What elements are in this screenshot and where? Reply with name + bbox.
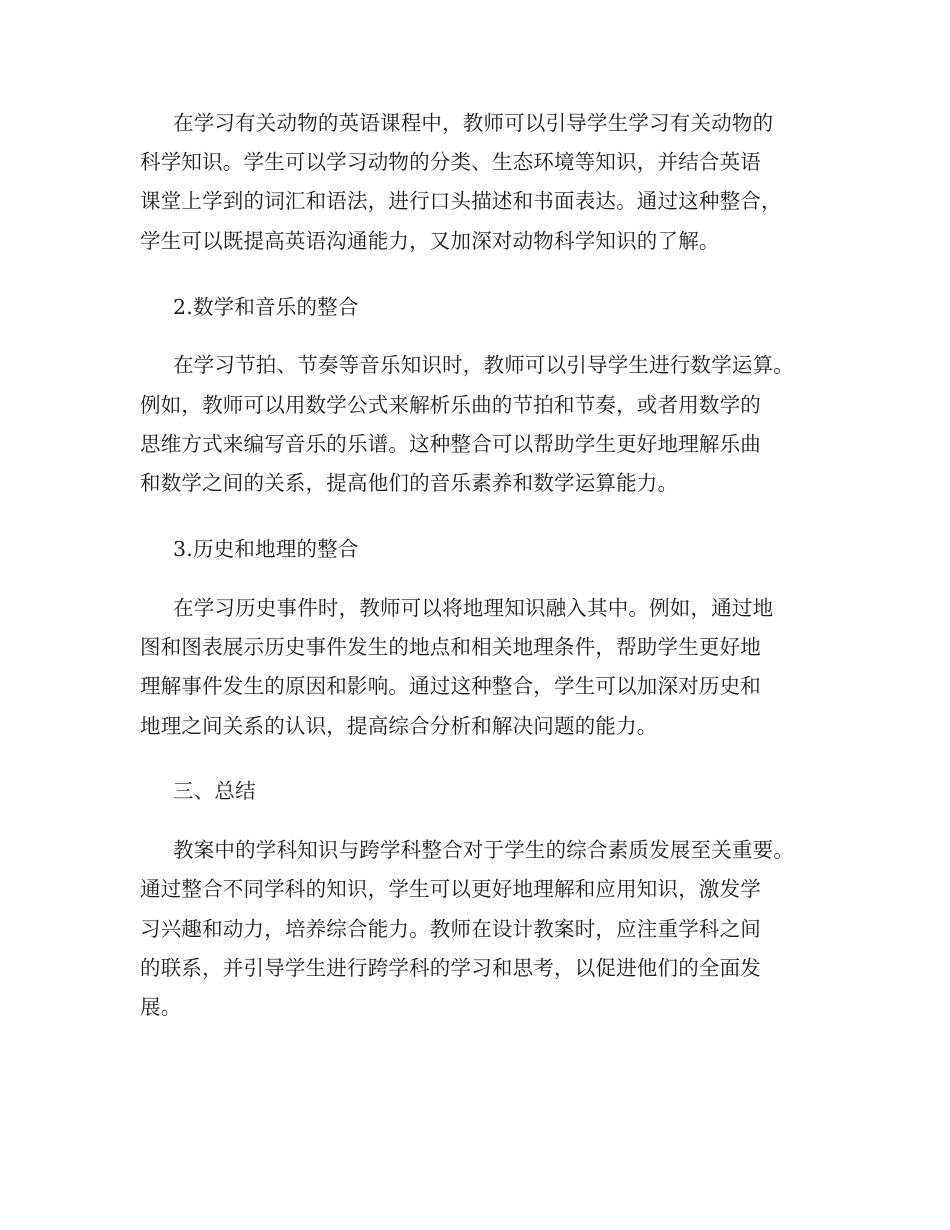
paragraph-line: 在学习有关动物的英语课程中，教师可以引导学生学习有关动物的 xyxy=(173,111,774,135)
paragraph-line: 的联系，并引导学生进行跨学科的学习和思考，以促进他们的全面发 xyxy=(140,956,761,980)
paragraph-line: 习兴趣和动力，培养综合能力。教师在设计教案时，应注重学科之间 xyxy=(140,917,761,941)
paragraph-line: 在学习历史事件时，教师可以将地理知识融入其中。例如，通过地 xyxy=(173,596,774,620)
paragraph-line: 学生可以既提高英语沟通能力，又加深对动物科学知识的了解。 xyxy=(140,229,720,253)
paragraph-line: 和数学之间的关系，提高他们的音乐素养和数学运算能力。 xyxy=(140,471,679,495)
paragraph-line: 在学习节拍、节奏等音乐知识时，教师可以引导学生进行数学运算。 xyxy=(173,353,794,377)
paragraph-line: 通过整合不同学科的知识，学生可以更好地理解和应用知识，激发学 xyxy=(140,877,761,901)
paragraph-line: 图和图表展示历史事件发生的地点和相关地理条件，帮助学生更好地 xyxy=(140,635,761,659)
section-heading: 2.数学和音乐的整合 xyxy=(173,295,359,319)
paragraph-line: 理解事件发生的原因和影响。通过这种整合，学生可以加深对历史和 xyxy=(140,674,761,698)
paragraph-line: 地理之间关系的认识，提高综合分析和解决问题的能力。 xyxy=(140,714,658,738)
paragraph-line: 展。 xyxy=(140,995,182,1019)
paragraph-line: 课堂上学到的词汇和语法，进行口头描述和书面表达。通过这种整合， xyxy=(140,189,782,213)
paragraph-line: 例如，教师可以用数学公式来解析乐曲的节拍和节奏，或者用数学的 xyxy=(140,393,761,417)
paragraph-line: 思维方式来编写音乐的乐谱。这种整合可以帮助学生更好地理解乐曲 xyxy=(140,432,761,456)
paragraph-line: 科学知识。学生可以学习动物的分类、生态环境等知识，并结合英语 xyxy=(140,150,761,174)
paragraph-line: 教案中的学科知识与跨学科整合对于学生的综合素质发展至关重要。 xyxy=(173,838,794,862)
section-heading: 3.历史和地理的整合 xyxy=(173,537,359,561)
section-heading: 三、总结 xyxy=(173,779,256,803)
